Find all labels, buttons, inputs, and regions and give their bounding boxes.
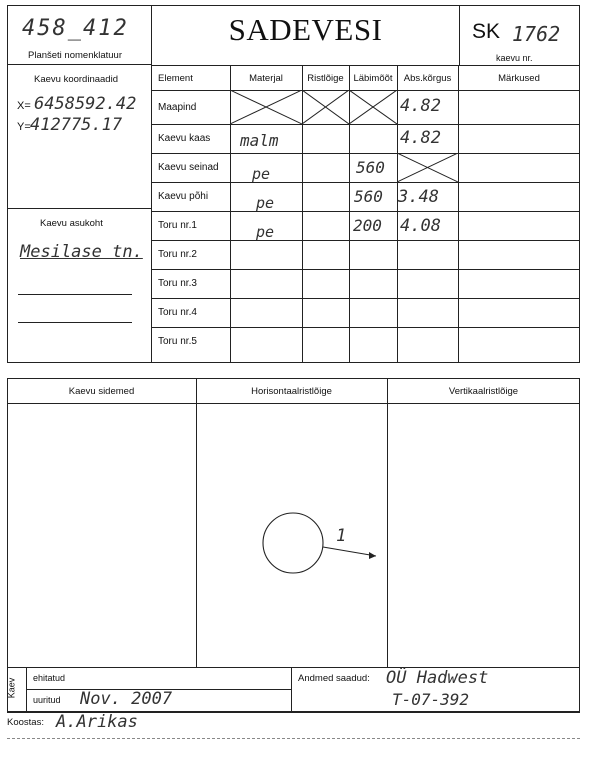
page-title: SADEVESI <box>228 12 383 47</box>
row-element-label: Toru nr.1 <box>158 220 197 231</box>
material-value: pe <box>252 165 271 183</box>
data-source-code: T-07-392 <box>392 690 470 709</box>
row-element-label: Toru nr.5 <box>158 336 197 347</box>
location-value: Mesilase tn. <box>20 242 143 262</box>
header-abs-height: Abs.kõrgus <box>403 73 452 84</box>
not-applicable-cross <box>302 90 349 124</box>
well-number-value: 1762 <box>512 22 561 46</box>
not-applicable-cross <box>349 90 397 124</box>
row-element-label: Toru nr.4 <box>158 307 197 318</box>
data-source-value: OÜ Hadwest <box>386 668 489 688</box>
row-element-label: Maapind <box>158 102 197 113</box>
diameter-value: 200 <box>353 216 382 235</box>
height-value: 4.82 <box>400 96 441 116</box>
horizontal-section-heading: Horisontaalristlõige <box>251 386 332 397</box>
diameter-value: 560 <box>354 187 383 206</box>
header-notes: Märkused <box>498 73 540 84</box>
kaev-label: Kaev <box>6 677 17 699</box>
x-value: 6458592.42 <box>34 94 137 114</box>
row-element-label: Kaevu seinad <box>158 162 219 173</box>
material-value: malm <box>240 131 279 150</box>
ties-heading: Kaevu sidemed <box>68 386 135 397</box>
material-value: pe <box>256 223 275 241</box>
well-number-prefix: SK <box>472 20 501 43</box>
x-prefix: X= <box>17 100 31 112</box>
not-applicable-cross <box>230 90 302 124</box>
compiled-label: Koostas: <box>7 717 44 728</box>
vertical-section-heading: Vertikaalristlõige <box>448 386 519 397</box>
nomenclature-value: 458_412 <box>22 16 129 41</box>
row-element-label: Toru nr.2 <box>158 249 197 260</box>
y-prefix: Y= <box>17 121 31 133</box>
height-value: 3.48 <box>398 187 439 207</box>
header-cross-section: Ristlõige <box>307 73 344 84</box>
compiled-value: A.Arikas <box>56 712 138 732</box>
row-element-label: Kaevu kaas <box>158 133 211 144</box>
material-value: pe <box>256 194 275 212</box>
built-label: ehitatud <box>33 673 66 683</box>
header-material: Materjal <box>249 73 283 84</box>
row-element-label: Toru nr.3 <box>158 278 197 289</box>
well-circle-sketch <box>255 505 385 585</box>
pipe-label: 1 <box>336 526 347 546</box>
surveyed-value: Nov. 2007 <box>80 689 173 709</box>
nomenclature-label: Planšeti nomenklatuur <box>28 50 122 61</box>
location-label: Kaevu asukoht <box>40 218 103 229</box>
y-value: 412775.17 <box>30 115 123 135</box>
surveyed-label: uuritud <box>33 695 61 705</box>
not-applicable-cross <box>397 153 458 182</box>
coords-label: Kaevu koordinaadid <box>34 74 118 85</box>
diameter-value: 560 <box>356 158 385 177</box>
row-element-label: Kaevu põhi <box>158 191 209 202</box>
header-diameter: Läbimõõt <box>353 73 393 84</box>
data-source-label: Andmed saadud: <box>298 673 370 684</box>
header-element: Element <box>158 73 193 84</box>
height-value: 4.08 <box>400 216 441 236</box>
well-number-label: kaevu nr. <box>496 53 533 63</box>
height-value: 4.82 <box>400 128 441 148</box>
